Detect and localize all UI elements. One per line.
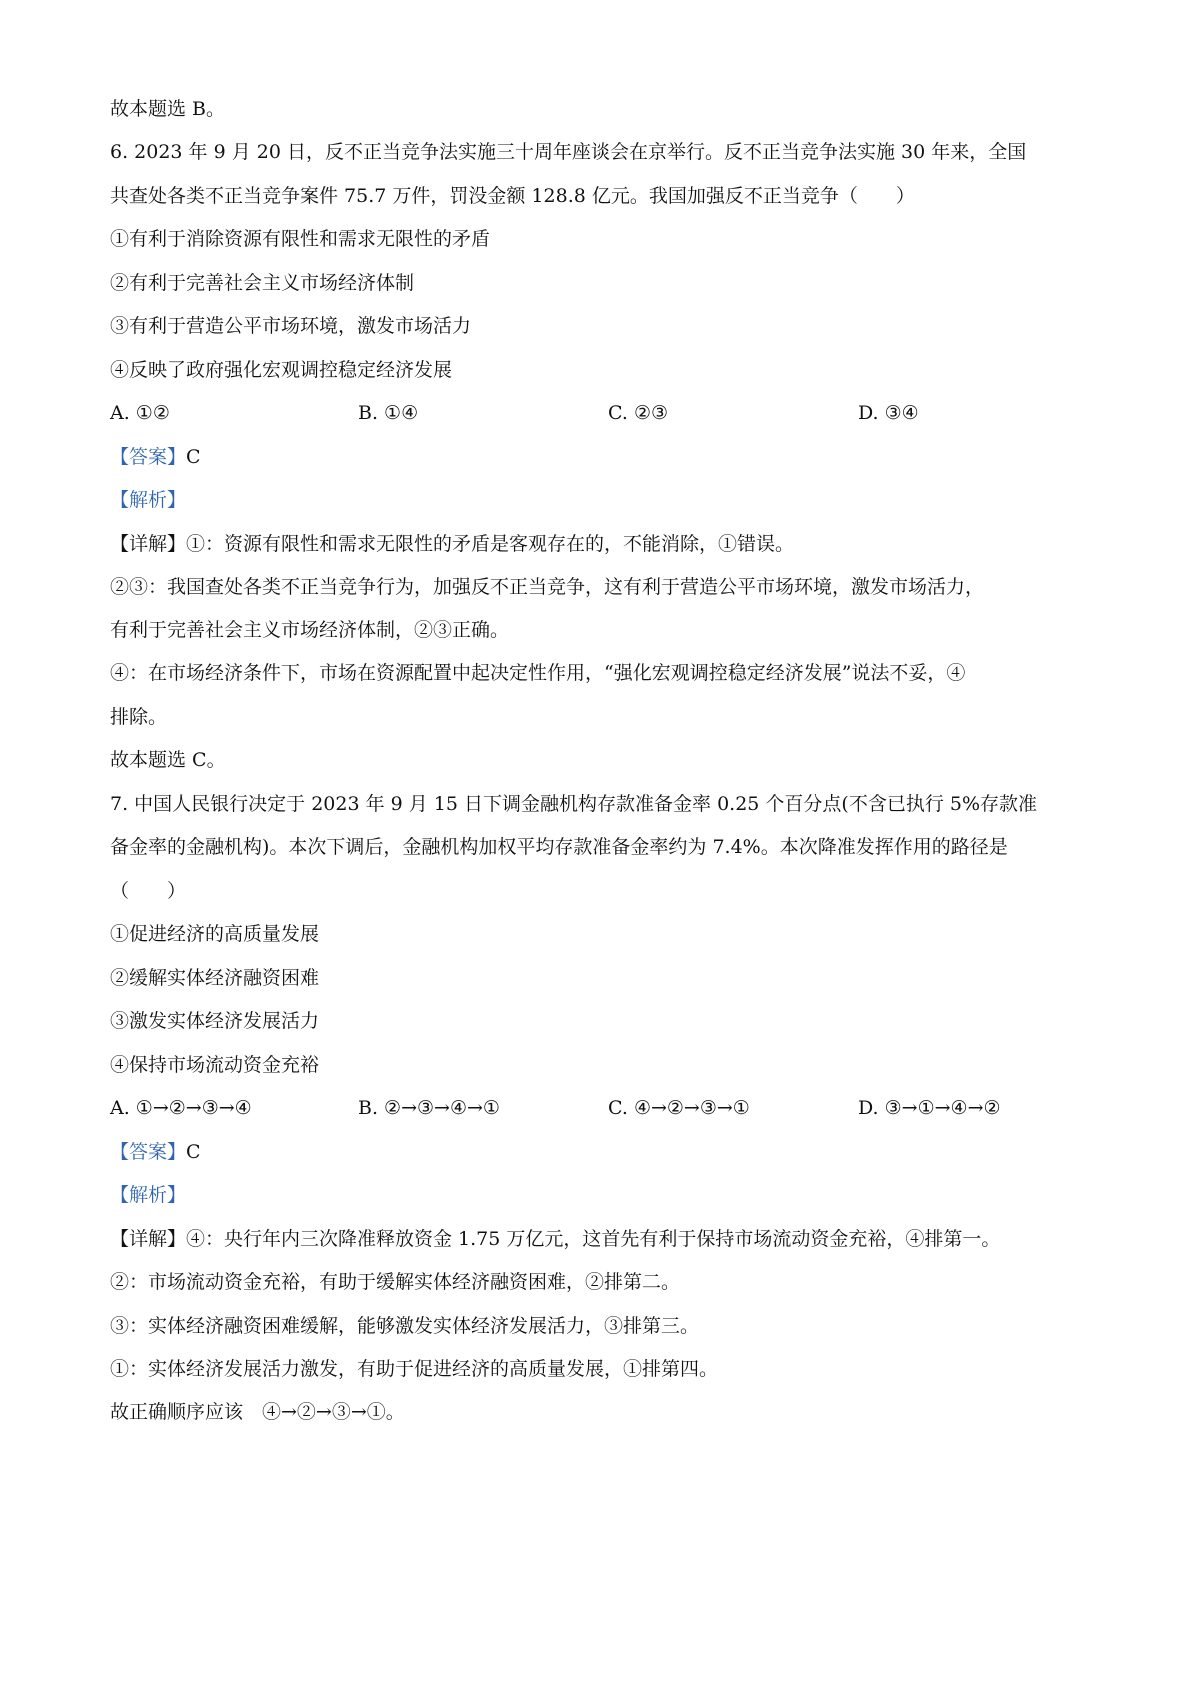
analysis-tag: 【解析】 bbox=[110, 1184, 187, 1206]
text-line: ①促进经济的高质量发展 bbox=[110, 923, 320, 945]
text-line: ③激发实体经济发展活力 bbox=[110, 1010, 320, 1032]
text-line: ①有利于消除资源有限性和需求无限性的矛盾 bbox=[110, 228, 491, 250]
text-line: ④反映了政府强化宏观调控稳定经济发展 bbox=[110, 359, 453, 381]
option-b: B. ①④ bbox=[358, 402, 419, 424]
text-line: 排除。 bbox=[110, 706, 168, 728]
option-c: C. ④→②→③→① bbox=[608, 1097, 750, 1119]
answer-tag: 【答案】 bbox=[110, 446, 187, 468]
text-line: 7. 中国人民银行决定于 2023 年 9 月 15 日下调金融机构存款准备金率 0.25 个百分点(不含已执行 5%存款准 bbox=[110, 793, 1038, 815]
option-c: C. ②③ bbox=[608, 402, 669, 424]
text-line: ②缓解实体经济融资困难 bbox=[110, 967, 320, 989]
text-line: 共查处各类不正当竞争案件 75.7 万件，罚没金额 128.8 亿元。我国加强反不正当竞争（ ） bbox=[110, 185, 915, 207]
answer-line bbox=[110, 444, 1105, 470]
text-line: 【详解】④：央行年内三次降准释放资金 1.75 万亿元，这首先有利于保持市场流动资金充裕，④排第一。 bbox=[110, 1228, 1001, 1250]
text-line: 【详解】①：资源有限性和需求无限性的矛盾是客观存在的，不能消除，①错误。 bbox=[110, 533, 795, 555]
option-d: D. ③→①→④→② bbox=[858, 1097, 1001, 1119]
text-line: ②：市场流动资金充裕，有助于缓解实体经济融资困难，②排第二。 bbox=[110, 1271, 681, 1293]
text-line: ③：实体经济融资困难缓解，能够激发实体经济发展活力，③排第三。 bbox=[110, 1315, 700, 1337]
text-line: 6. 2023 年 9 月 20 日，反不正当竞争法实施三十周年座谈会在京举行。反不正当竞争法实施 30 年来，全国 bbox=[110, 141, 1027, 163]
text-line: ④：在市场经济条件下，市场在资源配置中起决定性作用，“强化宏观调控稳定经济发展”说法不妥，④ bbox=[110, 662, 966, 684]
text-line: ③有利于营造公平市场环境，激发市场活力 bbox=[110, 315, 472, 337]
text-line: 备金率的金融机构)。本次下调后，金融机构加权平均存款准备金率约为 7.4%。本次降准发挥作用的路径是 bbox=[110, 836, 1008, 858]
text-line: ②③：我国查处各类不正当竞争行为，加强反不正当竞争，这有利于营造公平市场环境，激发市场活力， bbox=[110, 576, 985, 598]
option-a: A. ①→②→③→④ bbox=[110, 1097, 252, 1119]
text-line: 故本题选 C。 bbox=[110, 749, 226, 771]
option-a: A. ①② bbox=[110, 402, 170, 424]
text-line: 有利于完善社会主义市场经济体制，②③正确。 bbox=[110, 619, 510, 641]
text-line: （ ） bbox=[110, 880, 187, 902]
text-line: ①：实体经济发展活力激发，有助于促进经济的高质量发展，①排第四。 bbox=[110, 1358, 719, 1380]
analysis-heading bbox=[110, 487, 1105, 513]
answer-value: C bbox=[186, 1141, 201, 1163]
answer-value: C bbox=[186, 446, 201, 468]
answer-line bbox=[110, 1139, 1105, 1165]
text-line: ②有利于完善社会主义市场经济体制 bbox=[110, 272, 415, 294]
option-d: D. ③④ bbox=[858, 402, 919, 424]
analysis-tag: 【解析】 bbox=[110, 489, 187, 511]
text-line: 故本题选 B。 bbox=[110, 98, 226, 120]
answer-tag: 【答案】 bbox=[110, 1141, 187, 1163]
text-line: ④保持市场流动资金充裕 bbox=[110, 1054, 320, 1076]
analysis-heading bbox=[110, 1182, 1105, 1208]
options-row bbox=[110, 1095, 1110, 1121]
options-row bbox=[110, 400, 1110, 426]
text-line: 故正确顺序应该 ④→②→③→①。 bbox=[110, 1401, 405, 1423]
option-b: B. ②→③→④→① bbox=[358, 1097, 500, 1119]
